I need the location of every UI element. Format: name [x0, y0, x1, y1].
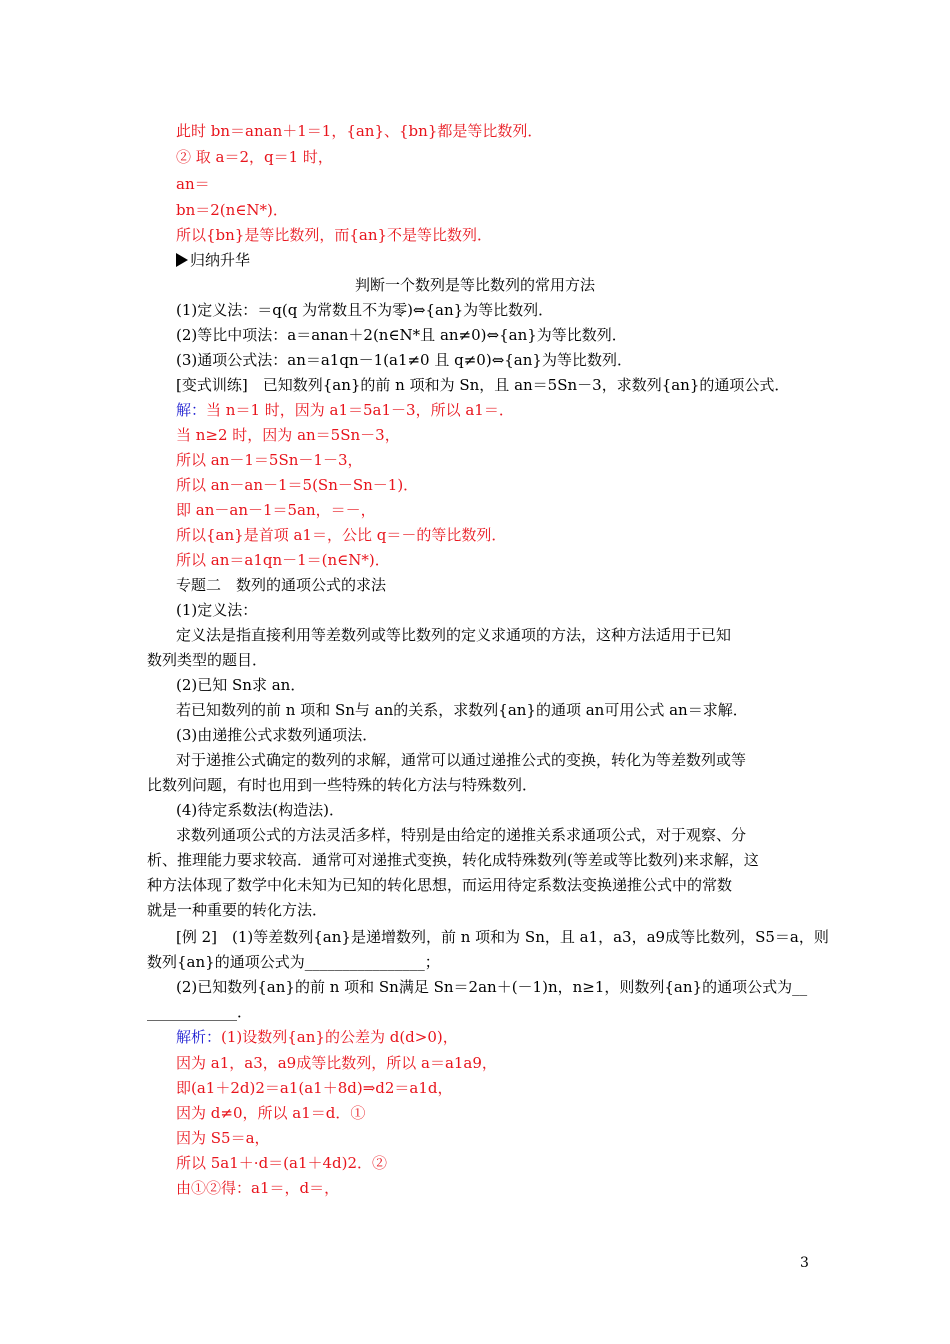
text-line — [176, 1103, 365, 1123]
text-line — [176, 350, 632, 370]
line-text: 所以 5a1＋·d＝(a1＋4d)2．② — [176, 1154, 388, 1172]
line-text: 归纳升华 — [190, 251, 251, 269]
page-number: 3 — [800, 1255, 809, 1271]
line-text: (3)由递推公式求数列通项法． — [176, 726, 378, 744]
line-text: (2)等比中项法：a＝anan＋2(n∈N*且 an≠0)⇔{an}为等比数列． — [176, 326, 627, 344]
solution-text: (1)设数列{an}的公差为 d(d>0)， — [221, 1028, 458, 1046]
text-line — [176, 475, 418, 495]
line-text: 就是一种重要的转化方法． — [147, 901, 328, 919]
line-text: 所以{an}是首项 a1＝，公比 q＝－的等比数列． — [176, 526, 507, 544]
line-text: 数列{an}的通项公式为________________； — [147, 953, 440, 971]
line-text: 所以{bn}是等比数列，而{an}不是等比数列． — [176, 226, 493, 244]
text-line — [176, 1053, 497, 1073]
line-text: 求数列通项公式的方法灵活多样，特别是由给定的递推关系求通项公式，对于观察、分 — [176, 826, 747, 844]
text-line — [147, 900, 327, 920]
text-line — [176, 977, 807, 997]
line-text: 定义法是指直接利用等差数列或等比数列的定义求通项的方法，这种方法适用于已知 — [176, 626, 732, 644]
text-line — [176, 700, 748, 720]
text-line — [176, 750, 746, 770]
line-text: 专题二 数列的通项公式的求法 — [176, 576, 387, 594]
text-line — [176, 575, 386, 595]
solution-text: 当 n＝1 时，因为 a1＝5a1－3，所以 a1＝． — [206, 401, 514, 419]
text-line — [176, 1178, 339, 1198]
text-line — [147, 1002, 252, 1022]
text-line — [176, 400, 514, 420]
line-text: 因为 a1，a3，a9成等比数列，所以 a＝a1a9， — [176, 1054, 497, 1072]
line-text: 若已知数列的前 n 项和 Sn与 an的关系，求数列{an}的通项 an可用公式 an＝求解． — [176, 701, 748, 719]
line-text: 因为 d≠0，所以 a1＝d．① — [176, 1104, 366, 1122]
text-line — [176, 600, 257, 620]
text-line — [176, 525, 506, 545]
text-line — [176, 174, 210, 194]
line-text: ② 取 a＝2，q＝1 时， — [176, 148, 333, 166]
text-line — [0, 275, 950, 295]
text-line — [176, 927, 829, 947]
text-line — [176, 121, 542, 141]
line-text: 种方法体现了数学中化未知为已知的转化思想，而运用待定系数法变换递推公式中的常数 — [147, 876, 733, 894]
text-line — [147, 952, 440, 972]
line-text: 数列类型的题目． — [147, 651, 268, 669]
text-line — [176, 825, 746, 845]
text-line — [176, 550, 390, 570]
text-line — [176, 1128, 270, 1148]
triangle-marker-icon — [176, 253, 188, 267]
text-line — [176, 147, 333, 167]
text-line — [176, 500, 376, 520]
line-text: 所以 an－1＝5Sn－1－3， — [176, 451, 363, 469]
line-text: 即 an－an－1＝5an，＝－， — [176, 501, 376, 519]
text-line — [147, 850, 759, 870]
text-line — [176, 200, 288, 220]
text-line — [176, 325, 627, 345]
text-line — [147, 775, 537, 795]
line-text: 由①②得：a1＝，d＝， — [176, 1179, 340, 1197]
line-text: 因为 S5＝a， — [176, 1129, 270, 1147]
line-text: 对于递推公式确定的数列的求解，通常可以通过递推公式的变换，转化为等差数列或等 — [176, 751, 747, 769]
text-line — [176, 725, 377, 745]
text-line — [176, 225, 492, 245]
line-text: (2)已知数列{an}的前 n 项和 Sn满足 Sn＝2an＋(－1)n，n≥1，则数列{an}的通项公式为__ — [176, 978, 808, 996]
line-text: 此时 bn＝anan＋1＝1，{an}、{bn}都是等比数列． — [176, 122, 543, 140]
line-text: an＝ — [176, 175, 210, 193]
text-line — [147, 650, 267, 670]
line-text: 判断一个数列是等比数列的常用方法 — [354, 276, 595, 294]
solution-label: 解析： — [176, 1028, 222, 1046]
line-text: 所以 an＝a1qn－1＝(n∈N*)． — [176, 551, 390, 569]
line-text: 当 n≥2 时，因为 an＝5Sn－3， — [176, 426, 400, 444]
text-line — [176, 1078, 453, 1098]
line-text: bn＝2(n∈N*)． — [176, 201, 288, 219]
text-line — [176, 1027, 458, 1047]
line-text: 所以 an－an－1＝5(Sn－Sn－1)． — [176, 476, 419, 494]
text-line — [176, 450, 362, 470]
text-line — [176, 800, 344, 820]
line-text: (1)定义法：＝q(q 为常数且不为零)⇔{an}为等比数列． — [176, 301, 554, 319]
text-line — [147, 875, 732, 895]
line-text: (4)待定系数法(构造法)． — [176, 801, 344, 819]
text-line — [176, 625, 731, 645]
solution-label: 解： — [176, 401, 207, 419]
line-text: 析、推理能力要求较高．通常可对递推式变换，转化成特殊数列(等差或等比数列)来求解，这 — [147, 851, 759, 869]
text-line — [176, 1153, 387, 1173]
line-text: [变式训练] 已知数列{an}的前 n 项和为 Sn，且 an＝5Sn－3，求数列{an}的通项公式． — [176, 376, 790, 394]
text-line — [176, 425, 400, 445]
line-text: (3)通项公式法：an＝a1qn－1(a1≠0 且 q≠0)⇔{an}为等比数列． — [176, 351, 632, 369]
text-line — [176, 375, 789, 395]
line-text: 比数列问题，有时也用到一些特殊的转化方法与特殊数列． — [147, 776, 538, 794]
line-text: (2)已知 Sn求 an． — [176, 676, 306, 694]
line-text: [例 2] (1)等差数列{an}是递增数列，前 n 项和为 Sn，且 a1，a3，a9成等比数列，S5＝a，则 — [176, 928, 829, 946]
text-line — [176, 300, 553, 320]
line-text: ____________． — [147, 1003, 253, 1021]
line-text: (1)定义法： — [176, 601, 258, 619]
text-line — [176, 250, 250, 270]
text-line — [176, 675, 305, 695]
line-text: 即(a1＋2d)2＝a1(a1＋8d)⇒d2＝a1d， — [176, 1079, 453, 1097]
